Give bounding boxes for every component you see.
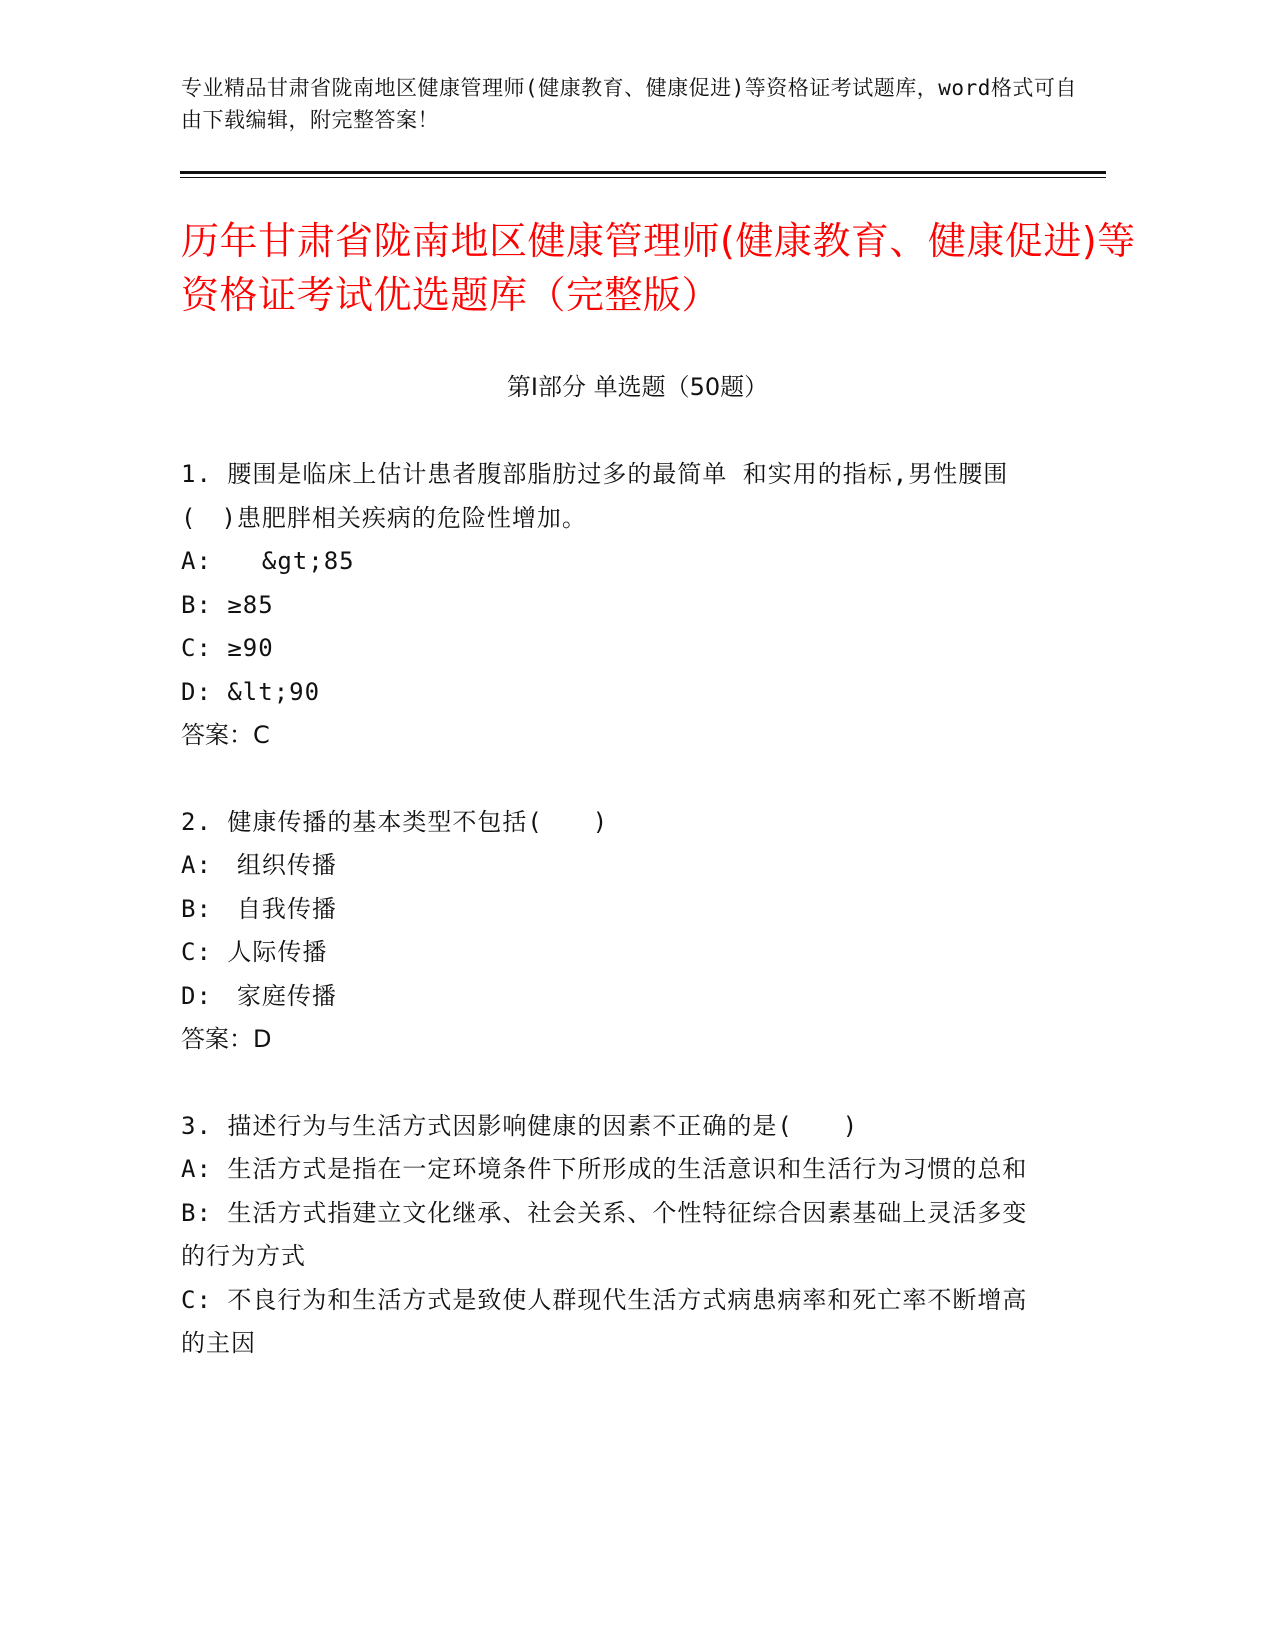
option-c: C: 人际传播 (181, 938, 328, 966)
option-c: C: ≥90 (181, 634, 274, 662)
option-b: B: 自我传播 (181, 894, 337, 923)
option-c: C: 不良行为和生活方式是致使人群现代生活方式病患病率和死亡率不断增高的主因 (181, 1285, 1028, 1357)
option-a: A: &gt;85 (181, 547, 355, 575)
question-3 (181, 1105, 1041, 1366)
header-note: 专业精品甘肃省陇南地区健康管理师(健康教育、健康促进)等资格证考试题库，word格式可自由下载编辑，附完整答案！ (181, 76, 1077, 132)
document-title: 历年甘肃省陇南地区健康管理师(健康教育、健康促进)等资格证考试优选题库（完整版） (181, 219, 1136, 317)
question-stem: 3. 描述行为与生活方式因影响健康的因素不正确的是( ) (181, 1111, 859, 1140)
question-stem: 1. 腰围是临床上估计患者腹部脂肪过多的最简单 和实用的指标,男性腰围( )患肥胖相关疾病的危险性增加。 (181, 460, 1009, 532)
option-a: A: 组织传播 (181, 851, 337, 879)
question-list (181, 453, 1041, 1409)
option-b: B: 生活方式指建立文化继承、社会关系、个性特征综合因素基础上灵活多变的行为方式 (181, 1198, 1028, 1270)
option-b: B: ≥85 (181, 590, 274, 619)
option-a: A: 生活方式是指在一定环境条件下所形成的生活意识和生活行为习惯的总和 (181, 1155, 1028, 1183)
section-heading: 第Ⅰ部分 单选题（50题） (506, 373, 769, 401)
question-1 (181, 453, 1041, 758)
option-d: D: 家庭传播 (181, 981, 337, 1010)
answer-line: 答案：D (181, 1025, 272, 1053)
answer-line: 答案：C (181, 721, 270, 749)
question-2 (181, 801, 1041, 1062)
option-d: D: &lt;90 (181, 677, 321, 706)
question-stem: 2. 健康传播的基本类型不包括( ) (181, 807, 609, 836)
header-divider-thin (180, 177, 1106, 178)
header-divider-thick (180, 171, 1106, 174)
